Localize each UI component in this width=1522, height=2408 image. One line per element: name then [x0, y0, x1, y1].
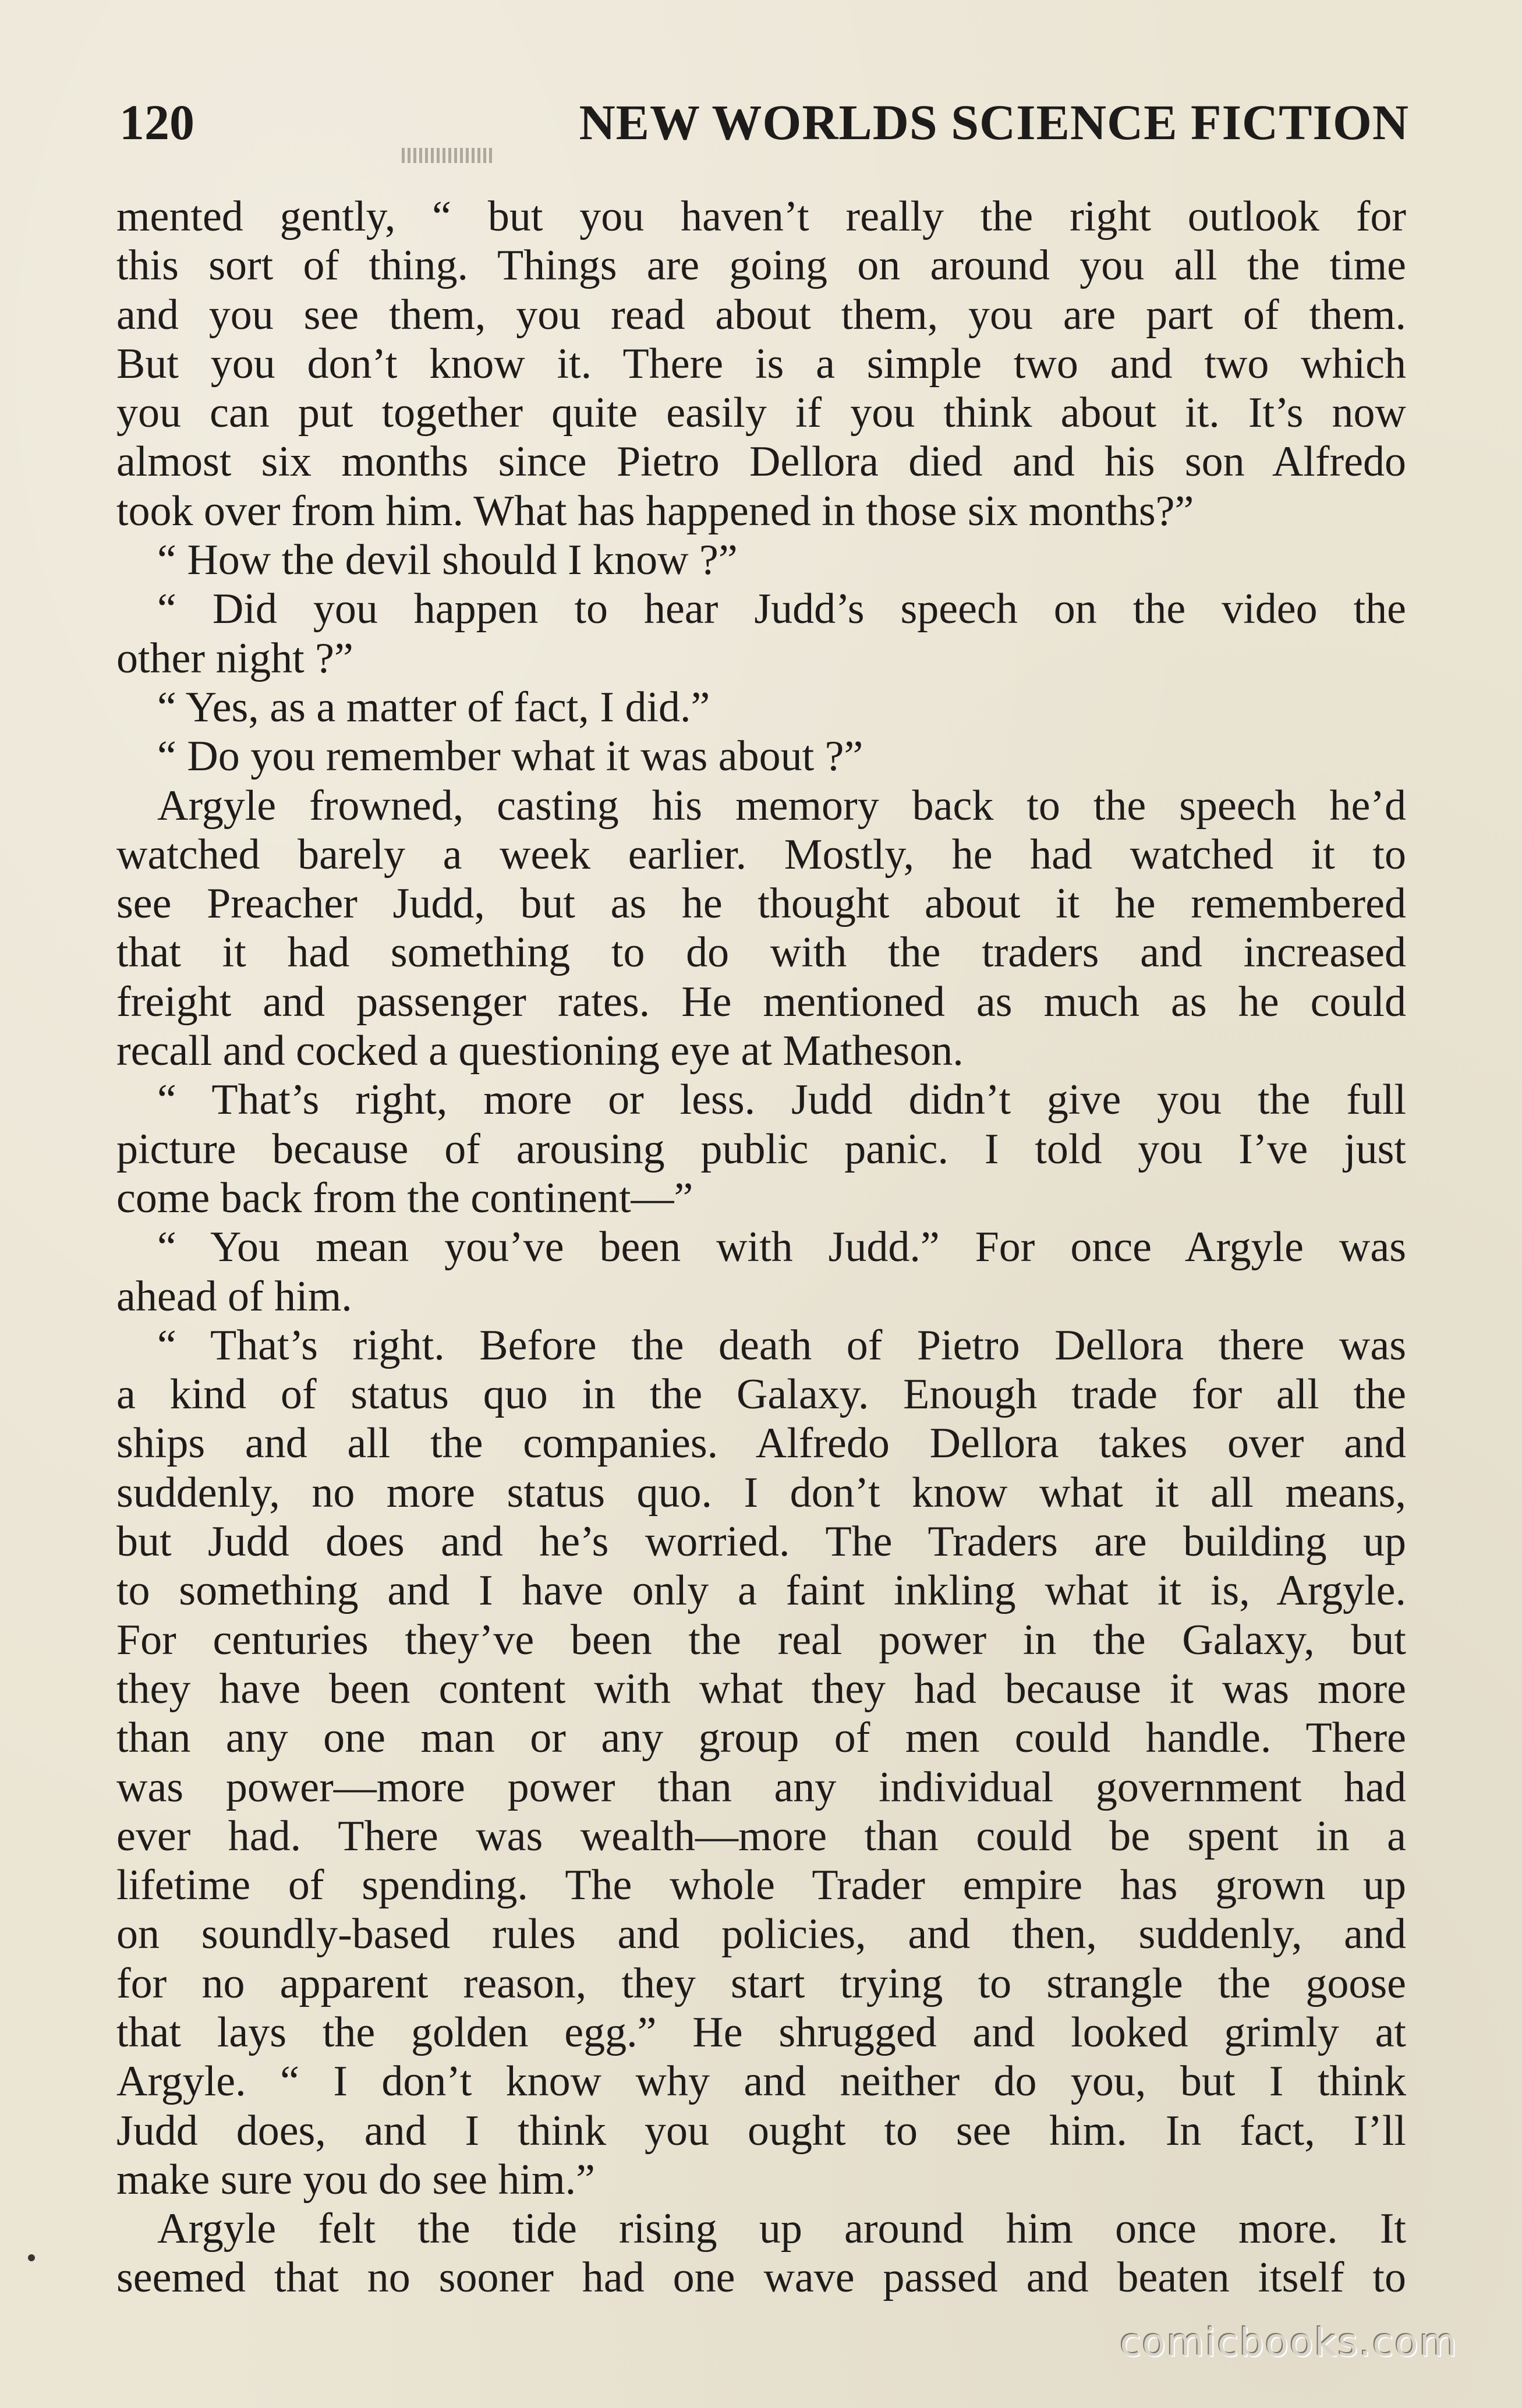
text-line: seemed that no sooner had one wave passed and beaten itself to	[116, 2254, 1406, 2302]
text-line: to something and I have only a faint inkling what it is, Argyle.	[116, 1567, 1406, 1615]
text-line: and you see them, you read about them, you are part of them.	[116, 291, 1406, 339]
page-header	[119, 87, 1409, 157]
text-line: “ That’s right. Before the death of Pietro Dellora there was	[157, 1321, 1406, 1369]
text-line: “ How the devil should I know ?”	[157, 536, 738, 585]
text-line: Argyle frowned, casting his memory back to the speech he’d	[157, 781, 1406, 830]
text-line: mented gently, “ but you haven’t really the right outlook for	[116, 193, 1406, 240]
text-line: that lays the golden egg.” He shrugged and looked grimly at	[116, 2008, 1406, 2056]
text-line: For centuries they’ve been the real power in the Galaxy, but	[116, 1616, 1406, 1664]
text-line: but Judd does and he’s worried. The Traders are building up	[116, 1518, 1406, 1566]
body-text	[116, 192, 1406, 2303]
text-line: almost six months since Pietro Dellora died and his son Alfredo	[116, 438, 1406, 486]
text-line: Argyle felt the tide rising up around him once more. It	[157, 2205, 1406, 2253]
text-line: was power—more power than any individual government had	[116, 1763, 1406, 1811]
watermark: comicbooks.com	[1120, 2320, 1458, 2365]
text-line: make sure you do see him.”	[116, 2155, 595, 2204]
text-line: “ You mean you’ve been with Judd.” For once Argyle was	[157, 1223, 1406, 1272]
stray-ink-mark	[28, 2254, 35, 2261]
text-line: took over from him. What has happened in those six months?”	[116, 487, 1194, 535]
text-line: that it had something to do with the traders and increased	[116, 929, 1406, 977]
text-line: lifetime of spending. The whole Trader empire has grown up	[116, 1861, 1406, 1910]
text-line: you can put together quite easily if you think about it. It’s now	[116, 389, 1406, 437]
text-line: on soundly-based rules and policies, and then, suddenly, and	[116, 1910, 1406, 1959]
text-line: ships and all the companies. Alfredo Dellora takes over and	[116, 1419, 1406, 1468]
text-line: recall and cocked a questioning eye at Matheson.	[116, 1027, 964, 1075]
text-line: But you don’t know it. There is a simple two and two which	[116, 339, 1406, 388]
text-line: Judd does, and I think you ought to see him. In fact, I’ll	[116, 2106, 1406, 2155]
text-line: ahead of him.	[116, 1272, 352, 1320]
running-head: NEW WORLDS SCIENCE FICTION	[579, 94, 1409, 150]
text-line: suddenly, no more status quo. I don’t know what it all means,	[116, 1468, 1406, 1517]
text-line: Argyle. “ I don’t know why and neither do you, but I think	[116, 2058, 1406, 2106]
text-line: than any one man or any group of men could handle. There	[116, 1714, 1406, 1762]
text-line: picture because of arousing public panic. I told you I’ve just	[116, 1125, 1406, 1173]
text-line: “ Do you remember what it was about ?”	[157, 732, 863, 781]
page-number: 120	[119, 94, 194, 150]
text-line: a kind of status quo in the Galaxy. Enough trade for all the	[116, 1371, 1406, 1419]
text-line: this sort of thing. Things are going on around you all the time	[116, 242, 1406, 290]
text-line: watched barely a week earlier. Mostly, he had watched it to	[116, 830, 1406, 879]
text-line: “ That’s right, more or less. Judd didn’t give you the full	[157, 1076, 1406, 1124]
text-line: “ Did you happen to hear Judd’s speech on the video the	[157, 585, 1406, 633]
text-line: freight and passenger rates. He mentioned as much as he could	[116, 978, 1406, 1026]
text-line: see Preacher Judd, but as he thought about it he remembered	[116, 880, 1406, 928]
text-line: other night ?”	[116, 634, 353, 682]
text-line: for no apparent reason, they start trying to strangle the goose	[116, 1959, 1406, 2007]
text-line: come back from the continent—”	[116, 1174, 693, 1222]
text-line: “ Yes, as a matter of fact, I did.”	[157, 683, 710, 731]
text-line: ever had. There was wealth—more than could be spent in a	[116, 1812, 1406, 1860]
text-line: they have been content with what they had because it was more	[116, 1665, 1406, 1713]
ink-smudge	[402, 148, 495, 163]
